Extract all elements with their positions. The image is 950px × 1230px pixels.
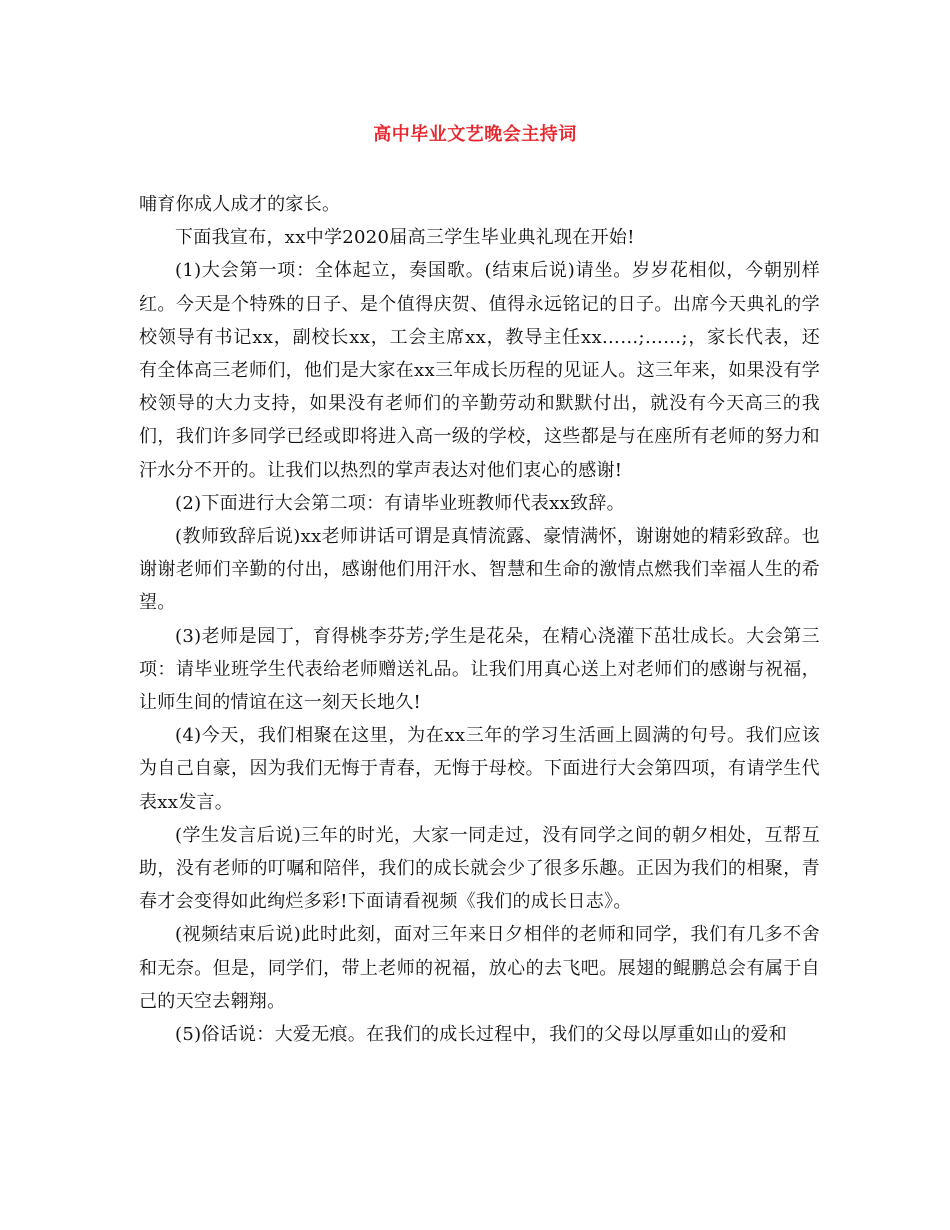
document-title: 高中毕业文艺晚会主持词 (373, 124, 577, 145)
paragraph: (学生发言后说)三年的时光，大家一同走过，没有同学之间的朝夕相处，互帮互助，没有老师的叮嘱和陪伴，我们的成长就会少了很多乐趣。正因为我们的相聚，青春才会变得如此绚烂多彩!下面请看视频《我们的成长日志》。 (139, 824, 820, 913)
document-body (139, 188, 820, 1051)
paragraph: (5)俗话说：大爱无痕。在我们的成长过程中，我们的父母以厚重如山的爱和 (175, 1024, 787, 1046)
paragraph: 哺育你成人成才的家长。 (139, 194, 341, 215)
paragraph: (4)今天，我们相聚在这里，为在xx三年的学习生活画上圆满的句号。我们应该为自己自豪，因为我们无悔于青春，无悔于母校。下面进行大会第四项，有请学生代表xx发言。 (139, 725, 820, 813)
paragraph: (2)下面进行大会第二项：有请毕业班教师代表xx致辞。 (175, 492, 625, 514)
paragraph: 下面我宣布，xx中学2020届高三学生毕业典礼现在开始! (175, 227, 635, 249)
paragraph: (教师致辞后说)xx老师讲话可谓是真情流露、豪情满怀，谢谢她的精彩致辞。也谢谢老师们辛勤的付出，感谢他们用汗水、智慧和生命的激情点燃我们幸福人生的希望。 (139, 526, 820, 614)
paragraph: (1)大会第一项：全体起立，奏国歌。(结束后说)请坐。岁岁花相似，今朝别样红。今天是个特殊的日子、是个值得庆贺、值得永远铭记的日子。出席今天典礼的学校领导有书记xx，副校长xx，工会主席xx，教导主任xx……;……;，家长代表，还有全体高三老师们，他们是大家在xx三年成长历程的见证人。这三年来，如果没有学校领导的大力支持，如果没有老师们的辛勤劳动和默默付出，就没有今天高三的我们，我们许多同学已经或即将进入高一级的学校，这些都是与在座所有老师的努力和汗水分不开的。让我们以热烈的掌声表达对他们衷心的感谢! (139, 260, 820, 481)
paragraph: (视频结束后说)此时此刻，面对三年来日夕相伴的老师和同学，我们有几多不舍和无奈。但是，同学们，带上老师的祝福，放心的去飞吧。展翅的鲲鹏总会有属于自己的天空去翱翔。 (139, 924, 820, 1012)
paragraph: (3)老师是园丁，育得桃李芬芳;学生是花朵，在精心浇灌下茁壮成长。大会第三项：请毕业班学生代表给老师赠送礼品。让我们用真心送上对老师们的感谢与祝福，让师生间的情谊在这一刻天长地久! (139, 625, 820, 714)
